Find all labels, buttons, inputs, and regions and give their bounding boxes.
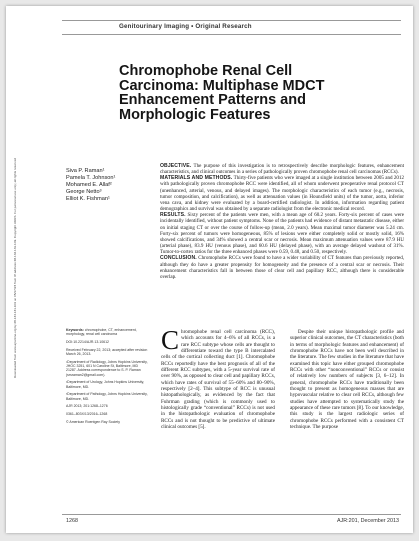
methods-label: MATERIALS AND METHODS. [160, 175, 233, 182]
abstract [160, 163, 404, 280]
journal-page [6, 6, 413, 533]
keywords-label: Keywords: [66, 328, 84, 332]
download-notice [10, 38, 20, 498]
author: Elliot K. Fishman¹ [66, 196, 110, 202]
intro-text: hromophobe renal cell carcinoma (RCC), which accounts for 4–6% of all RCCs, is a rare RCC subtype whose cells are thought to differentiate toward the type B intercalated cells of the cortical collecting duct [1]. Chromophobe RCCs reportedly have the best prognosis of all of the different RCC subtypes, with a 5-year survival rate of over 90%, as opposed to clear cell and papillary RCCs, which have rates of survival of 55–60% and 80–90%, respectively [2–4]. This subtype of RCC is unusual histopathologically, as evidenced by the fact that Fuhrman grading (which is commonly used to histologically grade “conventional” RCCs) is not used in the histopathologic evaluation of chromophobe RCCs and is not thought to be predictive of ultimate clinical outcomes [5]. [161, 329, 275, 431]
conclusion-label: CONCLUSION. [160, 255, 197, 262]
abstract-methods [160, 175, 404, 212]
drop-cap: C [161, 325, 180, 355]
doi: DOI:10.2214/AJR.13.10612 [66, 340, 110, 344]
article-sidebar [66, 328, 148, 427]
received-date: Received February 22, 2013; accepted after revision March 26, 2013. [66, 347, 148, 356]
issn: 0361–803X/13/2016–1268 [66, 412, 108, 416]
author: Siva P. Raman¹ [66, 168, 105, 174]
body-column-2 [290, 329, 404, 431]
author-list [66, 168, 146, 203]
article-title: Chromophobe Renal Cell Carcinoma: Multiphase MDCT Enhancement Patterns and Morphologic Features [119, 63, 325, 123]
results-label: RESULTS. [160, 212, 186, 219]
abstract-conclusion [160, 255, 404, 280]
author: Pamela T. Johnson¹ [66, 175, 116, 181]
keywords-text: chromophobe, CT, enhancement, morphology, renal cell carcinoma [66, 328, 137, 337]
objective-text: The purpose of this investigation is to retrospectively describe morphologic features, enhancement characteristics, and clinical outcomes in a series of pathologically proven chromophobe renal cell carcinomas (RCCs). [160, 163, 405, 176]
header-rule-top [62, 20, 401, 21]
citation: AJR 2013; 201:1268–1276 [66, 404, 108, 409]
journal-citation: AJR:201, December 2013 [336, 518, 399, 524]
abstract-objective [160, 163, 404, 175]
objective-label: OBJECTIVE. [160, 163, 192, 169]
author: George Netto³ [66, 189, 102, 195]
footer-rule [62, 514, 401, 515]
body-paragraph: Despite their unique histopathologic profile and superior clinical outcomes, the CT characteristics (both in terms of morphologic features and enhancement) of chromophobe RCCs have not been well described in the literature. The few studies in the literature that have examined this topic have either grouped chromophobe RCCs with other “nonconventional” RCCs or consist of relatively low numbers of subjects [3, 6–12]. In general, chromophobe RCCs have traditionally been thought to present as homogeneous masses that are hypovascular relative to clear cell RCCs, although few studies have attempted to systematically study the appearance of these rare tumors [8]. To our knowledge, this study is the largest radiologic series of chromophobe RCCs performed with a consistent CT technique. The purpose [290, 329, 404, 431]
affiliation-1: ¹Department of Radiology, Johns Hopkins University, JHOC 3251, 601 N Caroline St, Baltimore, MD 21287. Address correspondence to S. P. Raman (srsraman2@gmail.com). [66, 359, 148, 377]
keywords [66, 328, 148, 337]
results-text: Sixty percent of the patients were men, with a mean age of 60.2 years. Forty-six percent of cases were incidentally identified, without patient symptoms. None of the patients had evidence of distant metastatic disease, either on initial staging CT or over the course of follow-up (mean, 2.0 years). Mean maximal tumor diameter was 5.24 cm. Forty-six percent of tumors were homogeneous, 85% of lesions were either completely solid or mostly solid, 16% showed calcifications, and 34% showed a central scar or necrosis. Mean maximum attenuation values were 87.9 HU (arterial phase), 83.9 HU (venous phase), and 60.6 HU (delayed phase), with an average delayed washout of 31%. Tumor-to-cortex ratios for the three enhanced phases were 0.59, 0.48, and 0.50, respectively. [160, 212, 404, 256]
affiliation-3: ³Department of Pathology, Johns Hopkins University, Baltimore, MD. [66, 392, 148, 401]
copyright: © American Roentgen Ray Society [66, 419, 120, 424]
download-notice-text: Downloaded from www.ajronline.org by 68.134.131.109 on 05/17/23 from IP address 68.134.131.109. Copyright ARRS. For personal use only; all rights reserved [13, 157, 17, 379]
affiliation-2: ²Department of Urology, Johns Hopkins University, Baltimore, MD. [66, 380, 145, 389]
page-number: 1268 [66, 518, 78, 524]
intro-paragraph [161, 325, 275, 431]
header-rule-bottom [62, 34, 401, 35]
methods-text: Thirty-five patients who were imaged at a single institution between 2005 and 2012 with pathologically proven chromophobe RCC were identified, all of whom underwent preoperative renal protocol CT (unenhanced, arterial, venous, and delayed images). The morphologic characteristics of each tumor (e.g., necrosis, tumor composition, and calcification), as well as attenuation values (in Hounsfield units) of the tumor, aorta, inferior vena cava, and kidney were evaluated by a board-certified radiologist. In addition, information regarding patient demographics and survival was obtained by a separate radiologist from the electronic medical record. [160, 175, 405, 213]
conclusion-text: Chromophobe RCCs were found to have a wider variability of CT features than previously reported, although they do have a greater propensity for homogeneity and the presence of a central scar or necrosis. Their enhancement characteristics fall in between those of clear cell and papillary RCC, although there is considerable overlap. [160, 255, 404, 280]
section-header: Genitourinary Imaging • Original Research [119, 23, 252, 30]
abstract-results [160, 212, 404, 255]
body-column-1 [161, 325, 275, 431]
author: Mohamed E. Allaf² [66, 182, 112, 188]
